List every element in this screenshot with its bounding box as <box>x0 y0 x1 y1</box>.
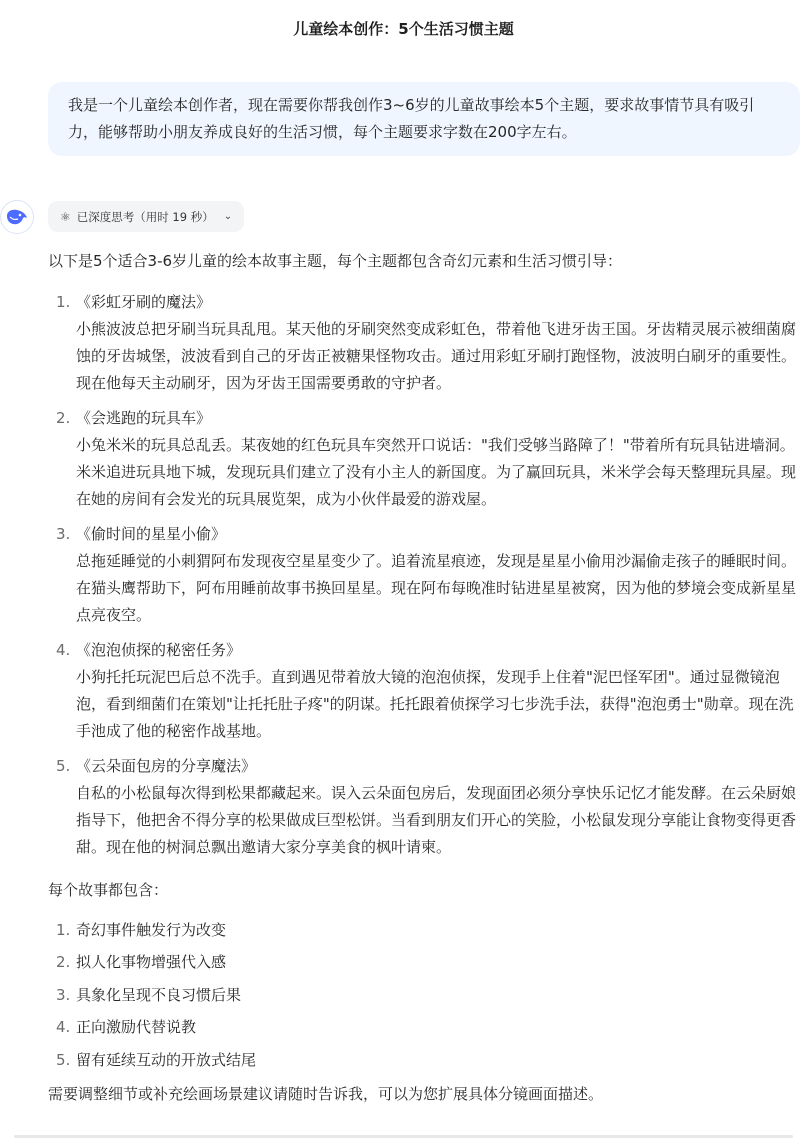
story-text: 总拖延睡觉的小刺猬阿布发现夜空星星变少了。追着流星痕迹，发现是星星小偷用沙漏偷走孩子的睡眠时间。在猫头鹰帮助下，阿布用睡前故事书换回星星。现在阿布每晚准时钻进星星被窝，因为他的梦境会变成新星星点亮夜空。 <box>76 552 797 624</box>
list-text: 正向激励代替说教 <box>76 1018 197 1037</box>
user-message-bubble <box>48 82 800 156</box>
list-item <box>48 914 800 947</box>
story-title: 《偷时间的星星小偷》 <box>76 525 227 543</box>
story-item <box>48 521 800 629</box>
list-item <box>48 947 800 980</box>
story-item <box>48 405 800 513</box>
story-title: 《会逃跑的玩具车》 <box>76 409 212 427</box>
story-text: 小兔米米的玩具总乱丢。某夜她的红色玩具车突然开口说话："我们受够当路障了！"带着所有玩具钻进墙洞。米米追进玩具地下城，发现玩具们建立了没有小主人的新国度。为了赢回玩具，米米学会每天整理玩具屋。现在她的房间有会发光的玩具展览架，成为小伙伴最爱的游戏屋。 <box>76 436 797 508</box>
list-item <box>48 979 800 1012</box>
story-text: 小熊波波总把牙刷当玩具乱甩。某天他的牙刷突然变成彩虹色，带着他飞进牙齿王国。牙齿精灵展示被细菌腐蚀的牙齿城堡，波波看到自己的牙齿正被糖果怪物攻击。通过用彩虹牙刷打跑怪物，波波明白刷牙的重要性。现在他每天主动刷牙，因为牙齿王国需要勇敢的守护者。 <box>76 320 797 392</box>
list-number: 4. <box>56 1018 71 1037</box>
answer-outro: 需要调整细节或补充绘画场景建议请随时告诉我，可以为您扩展具体分镜画面描述。 <box>48 1084 604 1103</box>
story-title: 《泡泡侦探的秘密任务》 <box>76 641 242 659</box>
deep-thinking-label: 已深度思考（用时 19 秒） <box>76 209 214 224</box>
list-number: 3. <box>56 985 71 1004</box>
list-item <box>48 1044 800 1077</box>
list-number: 2. <box>56 953 71 972</box>
story-text: 小狗托托玩泥巴后总不洗手。直到遇见带着放大镜的泡泡侦探，发现手上住着"泥巴怪军团"。通过显微镜泡泡，看到细菌们在策划"让托托肚子疼"的阴谋。托托跟着侦探学习七步洗手法，获得"泡泡勇士"勋章。现在洗手池成了他的秘密作战基地。 <box>76 668 794 740</box>
story-number: 5. <box>56 757 71 775</box>
atom-icon: ⚛ <box>60 209 71 224</box>
list-number: 5. <box>56 1050 71 1069</box>
answer-intro: 以下是5个适合3-6岁儿童的绘本故事主题，每个主题都包含奇幻元素和生活习惯引导： <box>48 252 623 270</box>
chevron-down-icon: ⌄ <box>223 211 233 222</box>
story-number: 1. <box>56 293 71 311</box>
list-text: 奇幻事件触发行为改变 <box>76 920 227 939</box>
story-title: 《云朵面包房的分享魔法》 <box>76 757 257 775</box>
deep-thinking-toggle[interactable] <box>48 201 244 232</box>
summary-list <box>48 914 800 1077</box>
story-text: 自私的小松鼠每次得到松果都藏起来。误入云朵面包房后，发现面团必须分享快乐记忆才能发酵。在云朵厨娘指导下，他把舍不得分享的松果做成巨型松饼。当看到朋友们开心的笑脸，小松鼠发现分享能让食物变得更香甜。现在他的树洞总飘出邀请大家分享美食的枫叶请柬。 <box>76 784 797 856</box>
story-title: 《彩虹牙刷的魔法》 <box>76 293 212 311</box>
story-number: 4. <box>56 641 71 659</box>
list-text: 拟人化事物增强代入感 <box>76 953 227 972</box>
story-number: 2. <box>56 409 71 427</box>
assistant-answer <box>48 248 800 1108</box>
story-number: 3. <box>56 525 71 543</box>
story-item <box>48 637 800 745</box>
summary-heading: 每个故事都包含： <box>48 881 169 899</box>
list-number: 1. <box>56 920 71 939</box>
list-text: 留有延续互动的开放式结尾 <box>76 1050 257 1069</box>
list-item <box>48 1012 800 1045</box>
chat-title[interactable]: 儿童绘本创作：5个生活习惯主题 <box>293 19 514 38</box>
whale-logo-icon <box>5 207 29 227</box>
user-message-text: 我是一个儿童绘本创作者，现在需要你帮我创作3~6岁的儿童故事绘本5个主题，要求故事情节具有吸引力，能够帮助小朋友养成良好的生活习惯，每个主题要求字数在200字左右。 <box>68 96 755 141</box>
chat-header <box>0 0 807 56</box>
story-item <box>48 753 800 861</box>
assistant-avatar <box>0 200 34 234</box>
list-text: 具象化呈现不良习惯后果 <box>76 985 242 1004</box>
story-item <box>48 289 800 397</box>
